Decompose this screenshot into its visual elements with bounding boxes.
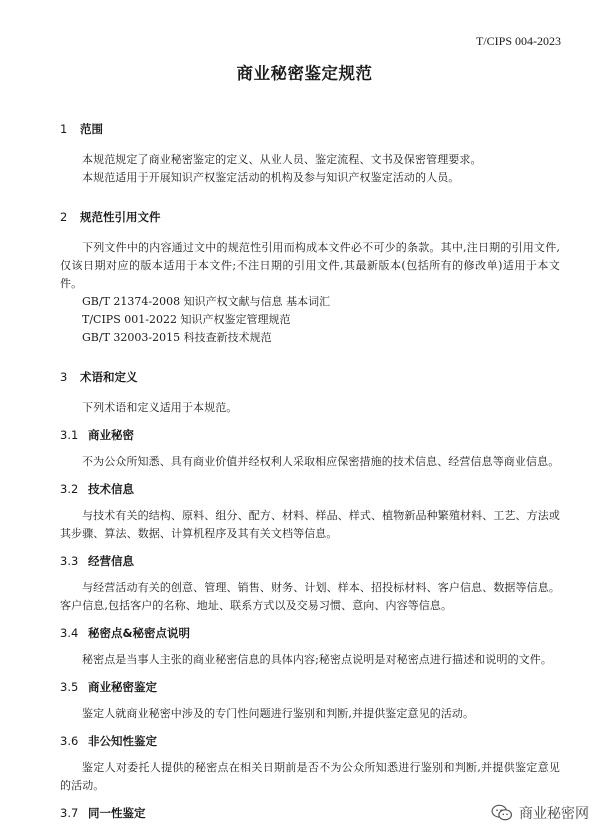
term-definition: 鉴定人对委托人提供的秘密点在相关日期前是否不为公众所知悉进行鉴别和判断,并提供鉴定意见的活动。: [60, 761, 560, 792]
document-title: 商业秘密鉴定规范: [236, 64, 373, 83]
term-heading: 3.5 商业秘密鉴定: [60, 680, 157, 694]
standard-number: T/CIPS 004-2023: [475, 34, 561, 48]
term-heading: 3.6 非公知性鉴定: [60, 734, 157, 748]
section-2-heading: [60, 207, 560, 227]
section-number: 3: [60, 370, 68, 384]
watermark: [491, 803, 589, 823]
term-definition: 与技术有关的结构、原料、组分、配方、材料、样品、样式、植物新品种繁殖材料、工艺、方法或其步骤、算法、数据、计算机程序及其有关文档等信息。: [60, 509, 560, 540]
reference-item: GB/T 21374-2008 知识产权文献与信息 基本词汇: [82, 295, 331, 308]
term-definition: 鉴定人就商业秘密中涉及的专门性问题进行鉴别和判断,并提供鉴定意见的活动。: [82, 707, 475, 720]
watermark-text: 商业秘密网: [519, 806, 589, 822]
term-definition: 秘密点是当事人主张的商业秘密信息的具体内容;秘密点说明是对秘密点进行描述和说明的文件。: [82, 653, 553, 666]
term-heading: 3.1 商业秘密: [60, 428, 134, 442]
paragraph: 下列术语和定义适用于本规范。: [82, 401, 238, 414]
section-number: 1: [60, 122, 68, 136]
paragraph: 下列文件中的内容通过文中的规范性引用而构成本文件必不可少的条款。其中,注日期的引用文件,仅该日期对应的版本适用于本文件;不注日期的引用文件,其最新版本(包括所有的修改单)适用于本文件。: [60, 241, 560, 290]
wechat-icon: [491, 804, 513, 822]
reference-item: GB/T 32003-2015 科技查新技术规范: [82, 331, 272, 344]
reference-item: T/CIPS 001-2022 知识产权鉴定管理规范: [82, 313, 291, 326]
term-heading: 3.2 技术信息: [60, 482, 134, 496]
section-3-heading: [60, 367, 560, 387]
term-definition: 与经营活动有关的创意、管理、销售、财务、计划、样本、招投标材料、客户信息、数据等信息。客户信息,包括客户的名称、地址、联系方式以及交易习惯、意向、内容等信息。: [60, 581, 560, 612]
section-number: 2: [60, 210, 68, 224]
section-1-heading: [60, 119, 560, 139]
section-title: 术语和定义: [80, 370, 138, 384]
paragraph: 本规范适用于开展知识产权鉴定活动的机构及参与知识产权鉴定活动的人员。: [82, 171, 460, 184]
document-body: [60, 119, 560, 823]
paragraph: 本规范规定了商业秘密鉴定的定义、从业人员、鉴定流程、文书及保密管理要求。: [82, 153, 482, 166]
term-heading: 3.7 同一性鉴定: [60, 806, 146, 820]
term-heading: 3.4 秘密点&秘密点说明: [60, 626, 191, 640]
term-definition: 不为公众所知悉、具有商业价值并经权利人采取相应保密措施的技术信息、经营信息等商业信息。: [82, 455, 560, 468]
section-title: 范围: [80, 122, 103, 136]
term-heading: 3.3 经营信息: [60, 554, 134, 568]
section-title: 规范性引用文件: [80, 210, 161, 224]
